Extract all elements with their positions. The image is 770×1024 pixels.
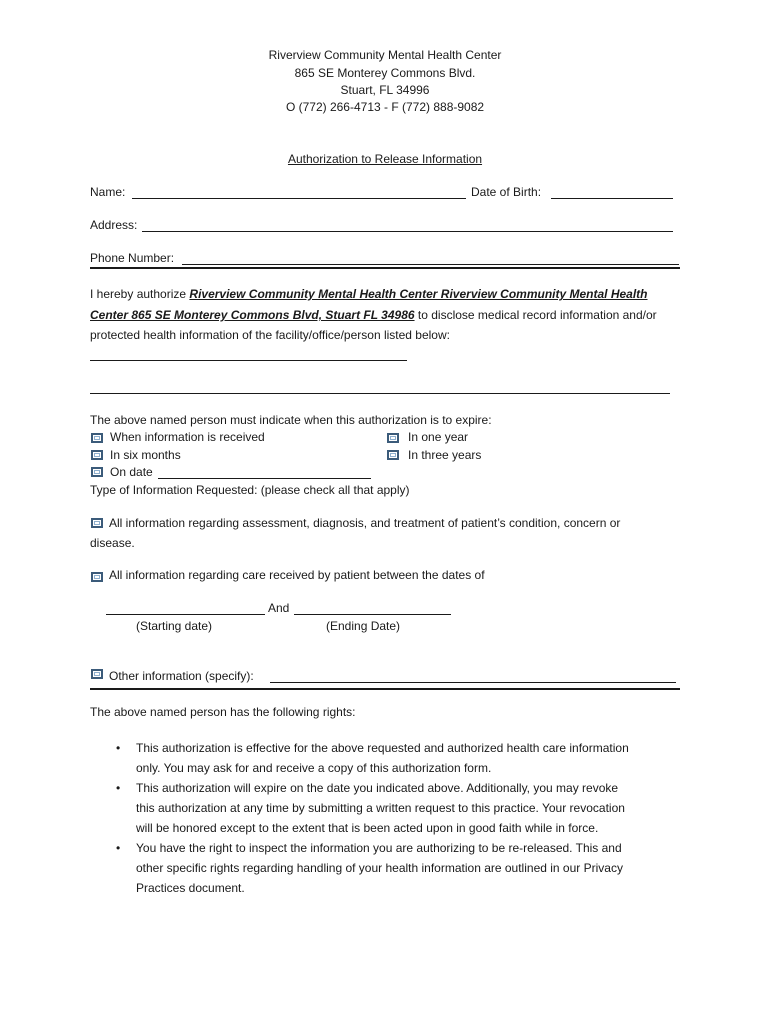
recipient-field-line2[interactable] xyxy=(90,393,670,394)
authorized-entity-line1: Riverview Community Mental Health Center Riverview Community Mental Health xyxy=(189,287,648,301)
ending-date-caption: (Ending Date) xyxy=(326,619,401,633)
rights-item xyxy=(90,738,690,778)
rights-item-line: other specific rights regarding handling of your health information are outlined in our Privacy xyxy=(136,861,623,875)
checkbox-six-months[interactable] xyxy=(91,450,103,460)
rights-intro: The above named person has the following rights: xyxy=(90,705,356,719)
authorize-suffix: to disclose medical record information and/or xyxy=(414,308,657,322)
authorize-line2 xyxy=(90,308,657,322)
ending-date-field[interactable] xyxy=(294,614,451,615)
phone-label: Phone Number: xyxy=(90,251,175,265)
rights-item-line: only. You may ask for and receive a copy of this authorization form. xyxy=(136,761,492,775)
checkbox-care-between[interactable] xyxy=(91,572,103,582)
expire-intro: The above named person must indicate when this authorization is to expire: xyxy=(90,413,492,427)
dob-label: Date of Birth: xyxy=(471,185,542,199)
checkbox-when-received[interactable] xyxy=(91,433,103,443)
section-divider xyxy=(90,267,680,269)
rights-item-line: Practices document. xyxy=(136,881,245,895)
rights-list xyxy=(90,738,690,898)
info-type-label: Type of Information Requested: (please check all that apply) xyxy=(90,483,410,497)
label-care-between: All information regarding care received by patient between the dates of xyxy=(109,568,485,582)
authorized-entity-line2: Center 865 SE Monterey Commons Blvd, Stuart FL 34986 xyxy=(90,308,415,322)
rights-item xyxy=(90,778,690,838)
address-label: Address: xyxy=(90,218,138,232)
address-field[interactable] xyxy=(142,231,673,232)
name-label: Name: xyxy=(90,185,126,199)
label-other-info: Other information (specify): xyxy=(109,669,254,683)
and-label: And xyxy=(268,601,290,615)
label-six-months: In six months xyxy=(110,448,181,462)
label-one-year: In one year xyxy=(408,430,469,444)
authorize-prefix: I hereby authorize xyxy=(90,287,190,301)
label-on-date: On date xyxy=(110,465,153,479)
label-three-years: In three years xyxy=(408,448,482,462)
rights-item-line: will be honored except to the extent that is been acted upon in good faith while in force. xyxy=(136,821,599,835)
bullet: • xyxy=(116,781,121,795)
checkbox-on-date[interactable] xyxy=(91,467,103,477)
other-info-field[interactable] xyxy=(270,682,676,683)
org-phone-fax: O (772) 266-4713 - F (772) 888-9082 xyxy=(285,100,485,114)
bullet: • xyxy=(116,841,121,855)
label-all-info-line1: All information regarding assessment, diagnosis, and treatment of patient’s condition, concern or xyxy=(109,516,621,530)
name-field[interactable] xyxy=(132,198,466,199)
rights-item-line: This authorization will expire on the date you indicated above. Additionally, you may revoke xyxy=(136,781,619,795)
org-address-line1: 865 SE Monterey Commons Blvd. xyxy=(294,66,476,80)
form-title: Authorization to Release Information xyxy=(287,152,483,166)
org-address-line2: Stuart, FL 34996 xyxy=(340,83,430,97)
rights-item xyxy=(90,838,690,898)
starting-date-caption: (Starting date) xyxy=(136,619,213,633)
phone-field[interactable] xyxy=(182,264,679,265)
dob-field[interactable] xyxy=(551,198,673,199)
rights-item-line: this authorization at any time by submitting a written request to this practice. Your revocation xyxy=(136,801,625,815)
authorize-line1 xyxy=(90,287,648,301)
starting-date-field[interactable] xyxy=(106,614,265,615)
checkbox-all-info[interactable] xyxy=(91,518,103,528)
label-when-received: When information is received xyxy=(110,430,265,444)
label-all-info-line2: disease. xyxy=(90,536,135,550)
rights-item-line: You have the right to inspect the information you are authorizing to be re-released. This and xyxy=(136,841,622,855)
authorize-line3: protected health information of the facility/office/person listed below: xyxy=(90,328,450,342)
recipient-field-line1[interactable] xyxy=(90,360,407,361)
on-date-field[interactable] xyxy=(158,478,371,479)
rights-item-line: This authorization is effective for the above requested and authorized health care information xyxy=(136,741,629,755)
section-divider-2 xyxy=(90,688,680,690)
checkbox-one-year[interactable] xyxy=(387,433,399,443)
org-name: Riverview Community Mental Health Center xyxy=(268,48,502,62)
checkbox-three-years[interactable] xyxy=(387,450,399,460)
checkbox-other-info[interactable] xyxy=(91,669,103,679)
bullet: • xyxy=(116,741,121,755)
